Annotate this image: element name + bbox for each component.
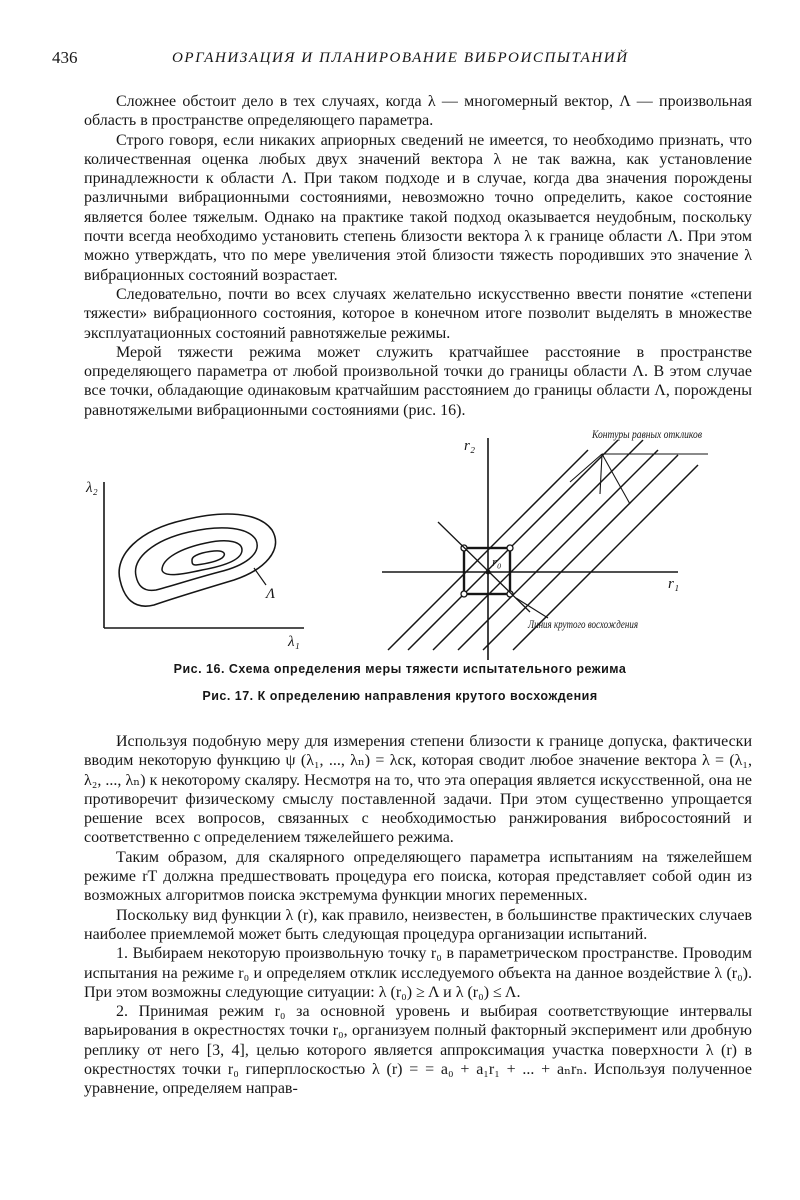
fig16-contour-outer xyxy=(119,514,275,606)
paragraph: Мерой тяжести режима может служить кратчайшее расстояние в пространстве определяющего параметра от любой произвольной точки до границы области Λ. В этом случае все точки, обладающие одинаковым кратчайшим расстоянием до границы области Λ, порождены равнотяжелыми вибрационными состояниями (рис. 16). xyxy=(84,343,752,419)
paragraph: 2. Принимая режим r₀ за основной уровень и выбирая соответствующие интервалы варьирования в окрестностях точки r₀, организуем полный факторный эксперимент или дробную реплику от него [3, 4], целью которого является аппроксимация участка поверхности λ (r) в окрестностях точки r₀ гиперплоскостью λ (r) = = a₀ + a₁r₁ + ... + aₙrₙ. Используя полученное уравнение, определяем напрaв- xyxy=(84,1003,752,1098)
fig17-ascent-annotation: Линия крутого восхождения xyxy=(527,619,638,631)
paragraph: Используя подобную меру для измерения степени близости к границе допуска, фактически вводим некоторую функцию ψ (λ₁, ..., λₙ) = λск, которая сводит любое значение вектора λ = (λ₁, λ₂, ..., λₙ) к некоторому скаляру. Несмотря на то, что эта операция является искусственной, она не противоречит физическому смыслу поставленной задачи. При этом существенно упрощается решение всех вопросов, связанных с необходимостью ранжирования вибросостояний и соответственно с определением тяжелейшего режима. xyxy=(84,733,752,847)
fig17-x-label: r₁ xyxy=(668,576,680,592)
fig16-x-label: λ₁ xyxy=(288,634,300,650)
fig17-design-point xyxy=(507,545,513,551)
fig16-y-label: λ₂ xyxy=(86,480,98,496)
paragraph: Поскольку вид функции λ (r), как правило, неизвестен, в большинстве практических случаев наиболее приемлемой может быть следующая процедура организации испытаний. xyxy=(84,906,752,943)
fig16-contour-core xyxy=(192,551,224,565)
running-title: ОРГАНИЗАЦИЯ И ПЛАНИРОВАНИЕ ВИБРОИСПЫТАНИЙ xyxy=(172,50,629,66)
fig17-contours-annotation: Контуры равных откликов xyxy=(591,429,702,441)
text-block-top xyxy=(84,92,752,420)
text-block-bottom xyxy=(84,732,752,1099)
fig16-leader xyxy=(254,568,266,585)
paragraph: Таким образом, для скалярного определяющего параметра испытаниям на тяжелейшем режиме rT должна предшествовать процедура его поиска, которая представляет собой один из возможных алгоритмов поиска экстремума функции многих переменных. xyxy=(84,848,752,905)
figure-16 xyxy=(84,470,314,650)
figure-17-caption: Рис. 17. К определению направления крутого восхождения xyxy=(202,689,598,703)
paragraph: Следовательно, почти во всех случаях желательно искусственно ввести понятие «степени тяжести» вибрационного состояния, которое в конечном итоге позволит выделять в множестве эксплуатационных состояний равнотяжелые режимы. xyxy=(84,285,752,342)
figure-17 xyxy=(378,420,708,670)
fig17-leader-arrow xyxy=(570,454,602,482)
page-number: 436 xyxy=(52,48,78,67)
fig17-center-label: r₀ xyxy=(492,554,502,569)
page-header xyxy=(52,48,752,74)
paragraph: Сложнее обстоит дело в тех случаях, когда λ — многомерный вектор, Λ — произвольная область в пространстве определяющего параметра. xyxy=(84,93,752,130)
paragraph: Строго говоря, если никаких априорных сведений не имеется, то необходимо признать, что количественная оценка любых двух значений вектора λ не так важна, как установление принадлежности к области Λ. При таком подходе и в случае, когда два значения порождены различными вибрационными состояниями, невозможно точно определить, какое состояние является более тяжелым. Однако на практике такой подход оказывается неудобным, поскольку почти всегда необходимо установить степень близости вектора λ к границе области Λ. При этом можно утверждать, что по мере увеличения этой близости тяжесть породивших это значение λ вибрационных состояний возрастает. xyxy=(84,131,752,284)
figure-16-caption: Рис. 16. Схема определения меры тяжести испытательного режима xyxy=(173,662,627,676)
fig16-contour-middle xyxy=(136,528,258,591)
fig17-y-label: r₂ xyxy=(464,438,476,454)
fig17-design-point xyxy=(461,591,467,597)
fig17-leader-arrow xyxy=(600,454,602,494)
fig16-region-label: Λ xyxy=(266,586,276,602)
fig17-leader-arrow xyxy=(602,454,630,504)
paragraph: 1. Выбираем некоторую произвольную точку r₀ в параметрическом пространстве. Проводим испытания на режиме r₀ и определяем отклик исследуемого объекта на данное воздействие λ (r₀). При этом возможны следующие ситуации: λ (r₀) ≥ Λ и λ (r₀) ≤ Λ. xyxy=(84,945,752,1001)
